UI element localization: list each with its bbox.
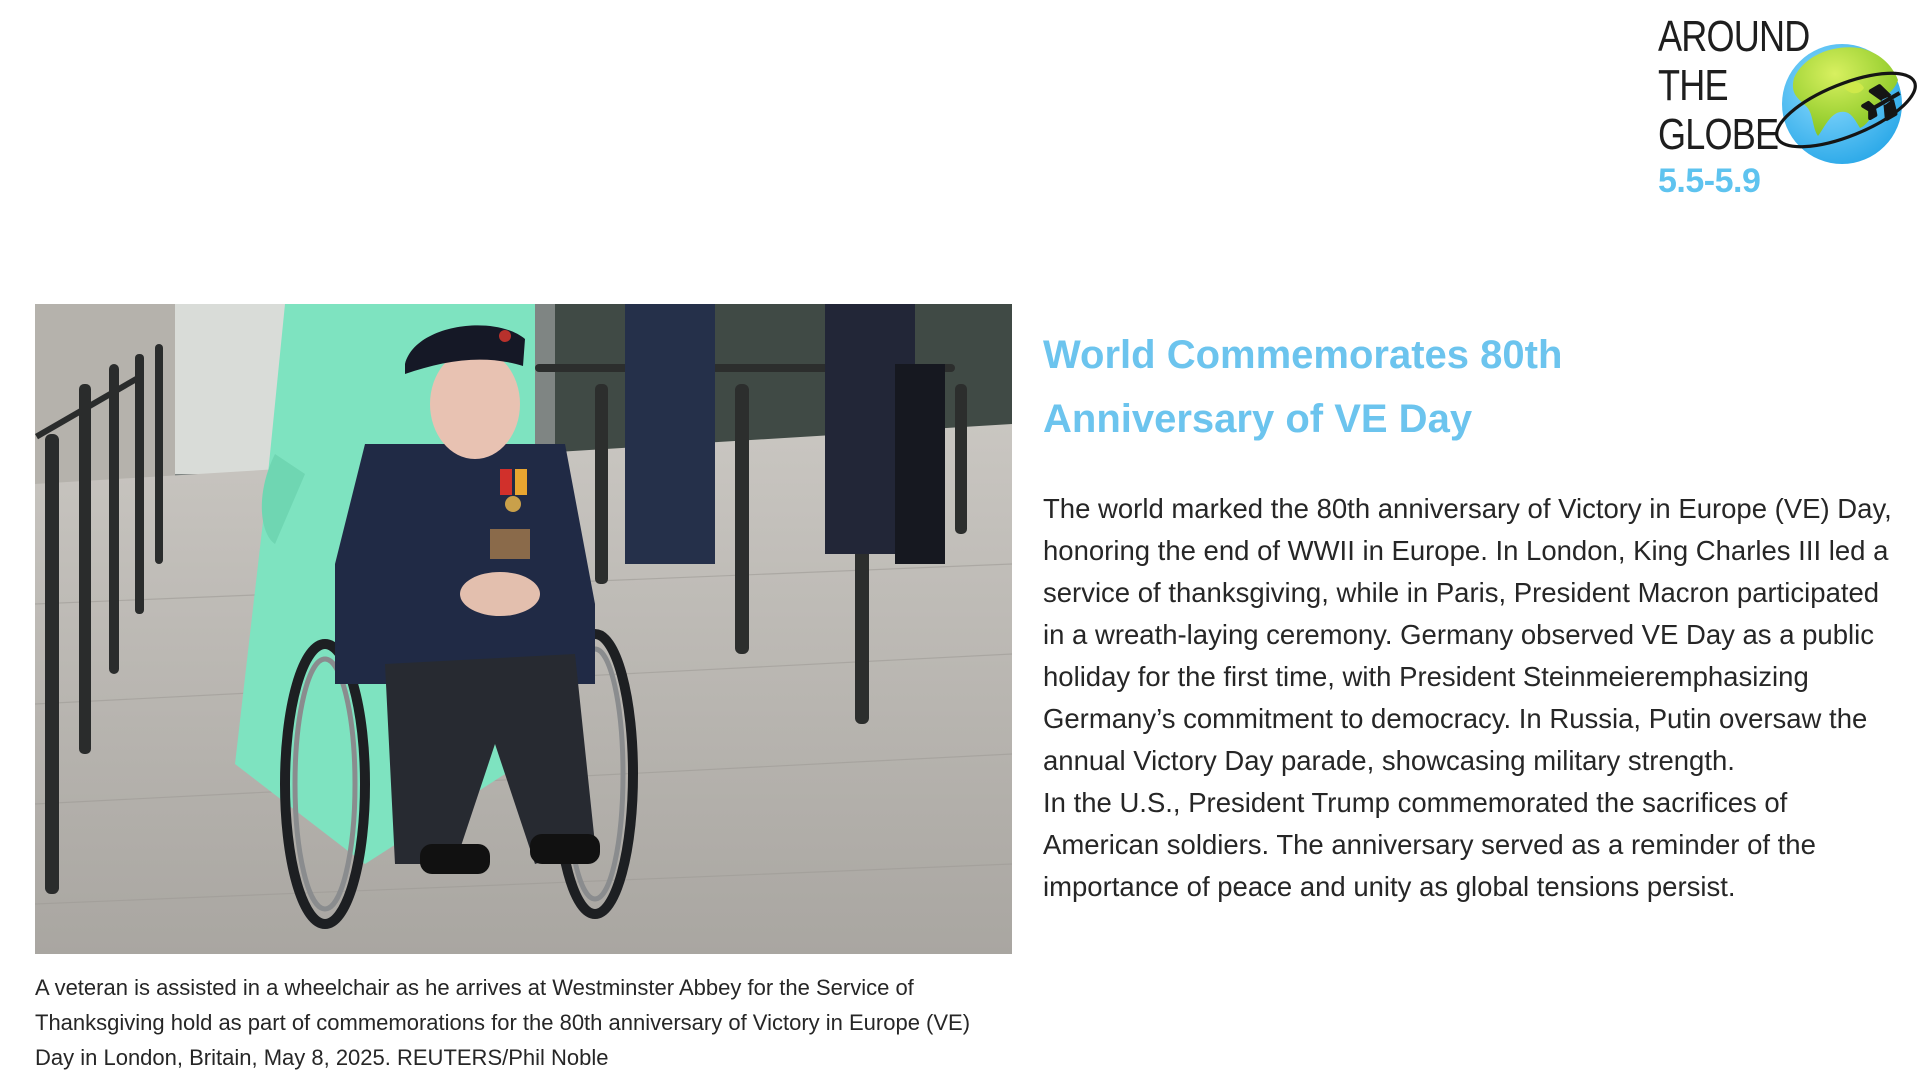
logo-dates: 5.5-5.9	[1658, 162, 1761, 200]
logo-line-around: AROUND	[1658, 12, 1810, 61]
photo-caption: A veteran is assisted in a wheelchair as he arrives at Westminster Abbey for the Service of Thanksgiving hold as part of commemorations for the 80th anniversary of Victory in Europe (VE) Day in London, Britain, May 8, 2025. REUTERS/Phil Noble	[35, 975, 971, 1070]
globe-with-airplane-icon	[1774, 32, 1920, 172]
article-paragraph-1: The world marked the 80th anniversary of Victory in Europe (VE) Day, honoring the end of WWII in Europe. In London, King Charles III led a service of thanksgiving, while in Paris, President Macron participated in a wreath-laying ceremony. Germany observed VE Day as a public holiday for the first time, with President Steinmeieremphasizing Germany’s commitment to democracy. In Russia, Putin oversaw the annual Victory Day parade, showcasing military strength.	[1043, 493, 1892, 776]
article-body	[1043, 488, 1893, 908]
veteran-wheelchair-photo	[35, 304, 1012, 954]
around-the-globe-logo	[1658, 12, 1920, 202]
logo-line-globe: GLOBE	[1658, 110, 1779, 159]
article-title: World Commemorates 80th Anniversary of VE Day	[1043, 332, 1563, 441]
photo-illustration	[35, 304, 1012, 954]
article-paragraph-2: In the U.S., President Trump commemorated the sacrifices of American soldiers. The anniversary served as a reminder of the importance of peace and unity as global tensions persist.	[1043, 787, 1816, 902]
logo-line-the: THE	[1658, 61, 1728, 110]
